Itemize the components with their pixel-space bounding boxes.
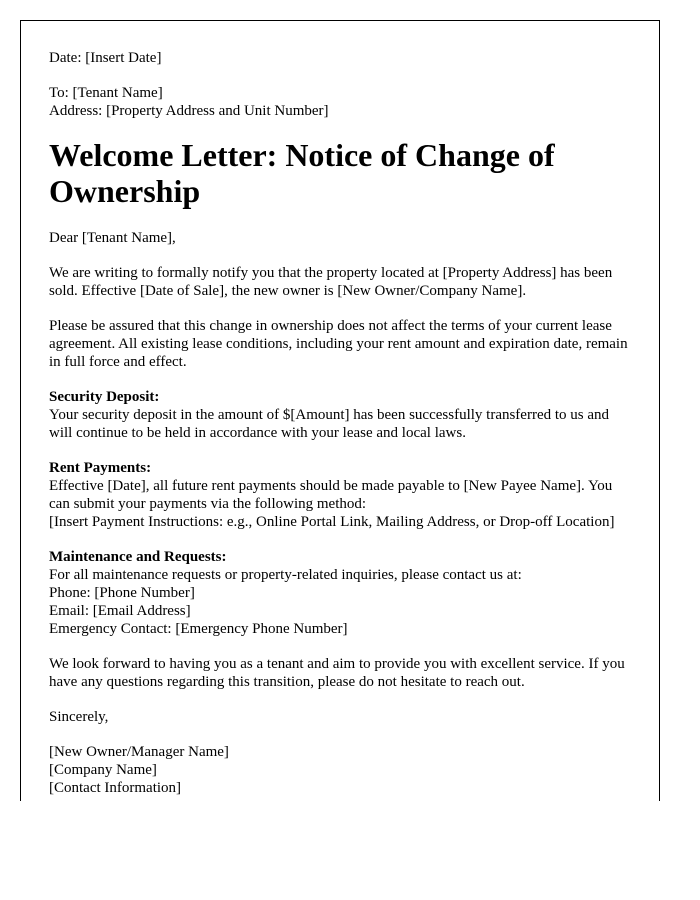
salutation: Dear [Tenant Name], (49, 230, 176, 246)
signature-company: [Company Name] (49, 762, 157, 778)
assurance-paragraph: Please be assured that this change in ownership does not affect the terms of your current lease agreement. All existing lease conditions, including your rent amount and expiration date, remain in full force and effect. (49, 318, 628, 370)
security-deposit-section (49, 388, 629, 442)
signature-block (49, 743, 629, 797)
payment-instructions: [Insert Payment Instructions: e.g., Online Portal Link, Mailing Address, or Drop-off Location] (49, 514, 615, 530)
contact-phone: Phone: [Phone Number] (49, 585, 195, 601)
maintenance-label: Maintenance and Requests: (49, 549, 227, 565)
security-deposit-text: Your security deposit in the amount of $[Amount] has been successfully transferred to us and will continue to be held in accordance with your lease and local laws. (49, 407, 610, 441)
recipient-block (49, 84, 629, 120)
signature-contact: [Contact Information] (49, 780, 182, 796)
letter-page (20, 20, 660, 801)
letter-content (49, 49, 629, 801)
signoff: Sincerely, (49, 709, 109, 725)
security-deposit-label: Security Deposit: (49, 389, 160, 405)
letter-title: Welcome Letter: Notice of Change of Ownership (49, 137, 555, 209)
closing-paragraph: We look forward to having you as a tenant and aim to provide you with excellent service. If you have any questions regarding this transition, please do not hesitate to reach out. (49, 656, 625, 690)
rent-payments-text: Effective [Date], all future rent payments should be made payable to [New Payee Name]. You can submit your payments via the following method: (49, 478, 613, 512)
signature-name: [New Owner/Manager Name] (49, 744, 229, 760)
emergency-contact: Emergency Contact: [Emergency Phone Number] (49, 621, 348, 637)
maintenance-section (49, 548, 629, 638)
rent-payments-section (49, 459, 629, 531)
recipient-name: To: [Tenant Name] (49, 85, 163, 101)
contact-email: Email: [Email Address] (49, 603, 191, 619)
maintenance-intro: For all maintenance requests or property-related inquiries, please contact us at: (49, 567, 522, 583)
rent-payments-label: Rent Payments: (49, 460, 152, 476)
recipient-address: Address: [Property Address and Unit Number] (49, 103, 329, 119)
letter-date: Date: [Insert Date] (49, 50, 162, 66)
notification-paragraph: We are writing to formally notify you that the property located at [Property Address] has been sold. Effective [Date of Sale], the new owner is [New Owner/Company Name]. (49, 265, 613, 299)
